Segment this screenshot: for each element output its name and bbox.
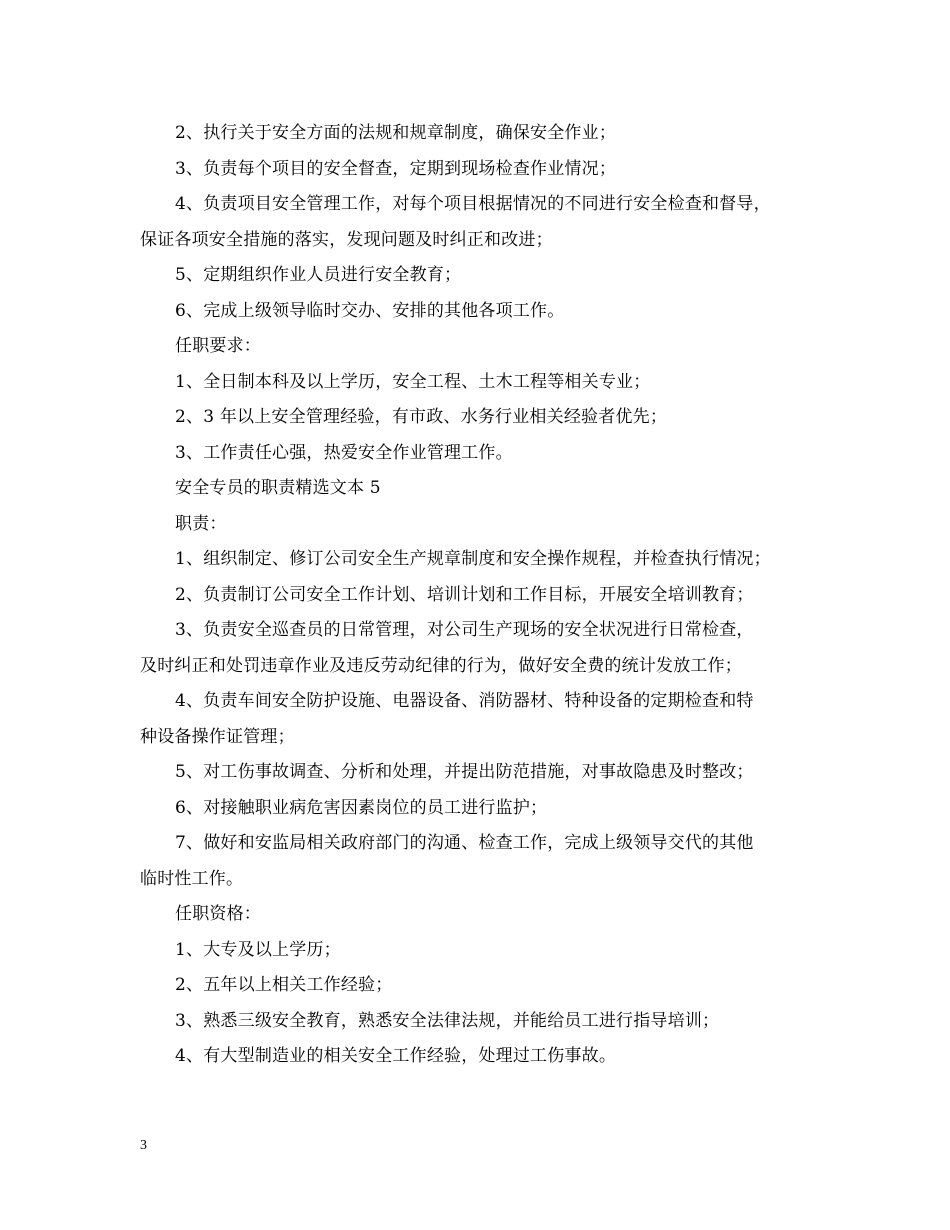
list-item: 4、负责项目安全管理工作，对每个项目根据情况的不同进行安全检查和督导， [175, 194, 771, 214]
list-item: 3、负责安全巡查员的日常管理，对公司生产现场的安全状况进行日常检查， [175, 620, 754, 640]
list-item: 3、工作责任心强，热爱安全作业管理工作。 [175, 442, 513, 463]
list-item: 2、执行关于安全方面的法规和规章制度，确保安全作业； [175, 123, 617, 143]
list-item-continuation: 保证各项安全措施的落实，发现问题及时纠正和改进； [140, 229, 553, 250]
list-item: 5、对工伤事故调查、分析和处理，并提出防范措施，对事故隐患及时整改； [175, 762, 754, 782]
list-item: 3、熟悉三级安全教育，熟悉安全法律法规，并能给员工进行指导培训； [175, 1010, 720, 1031]
list-item: 4、有大型制造业的相关安全工作经验，处理过工伤事故。 [175, 1046, 617, 1066]
list-item-continuation: 及时纠正和处罚违章作业及违反劳动纪律的行为，做好安全费的统计发放工作； [140, 655, 742, 676]
section-heading: 任职要求： [175, 336, 261, 356]
list-item: 1、大专及以上学历； [175, 939, 341, 960]
section-heading: 职责： [175, 513, 227, 534]
list-item-continuation: 种设备操作证管理； [140, 726, 295, 747]
list-item: 6、完成上级领导临时交办、安排的其他各项工作。 [175, 300, 565, 321]
list-item: 7、做好和安监局相关政府部门的沟通、检查工作，完成上级领导交代的其他 [175, 833, 754, 853]
list-item: 4、负责车间安全防护设施、电器设备、消防器材、特种设备的定期检查和特 [175, 691, 754, 711]
list-item-continuation: 临时性工作。 [140, 868, 244, 889]
list-item: 2、五年以上相关工作经验； [175, 975, 393, 995]
list-item: 3、负责每个项目的安全督查，定期到现场检查作业情况； [175, 158, 617, 179]
document-body [140, 116, 840, 1075]
list-item: 5、定期组织作业人员进行安全教育； [175, 265, 462, 285]
list-item: 6、对接触职业病危害因素岗位的员工进行监护； [175, 797, 548, 818]
section-heading: 任职资格： [175, 904, 261, 924]
list-item: 2、负责制订公司安全工作计划、培训计划和工作目标，开展安全培训教育； [175, 584, 754, 605]
list-item: 1、组织制定、修订公司安全生产规章制度和安全操作规程，并检查执行情况； [175, 549, 771, 569]
section-title: 安全专员的职责精选文本 5 [175, 478, 381, 498]
list-item: 1、全日制本科及以上学历，安全工程、土木工程等相关专业； [175, 371, 651, 392]
page-number: 3 [140, 1138, 147, 1153]
list-item: 2、3 年以上安全管理经验，有市政、水务行业相关经验者优先； [175, 407, 668, 427]
